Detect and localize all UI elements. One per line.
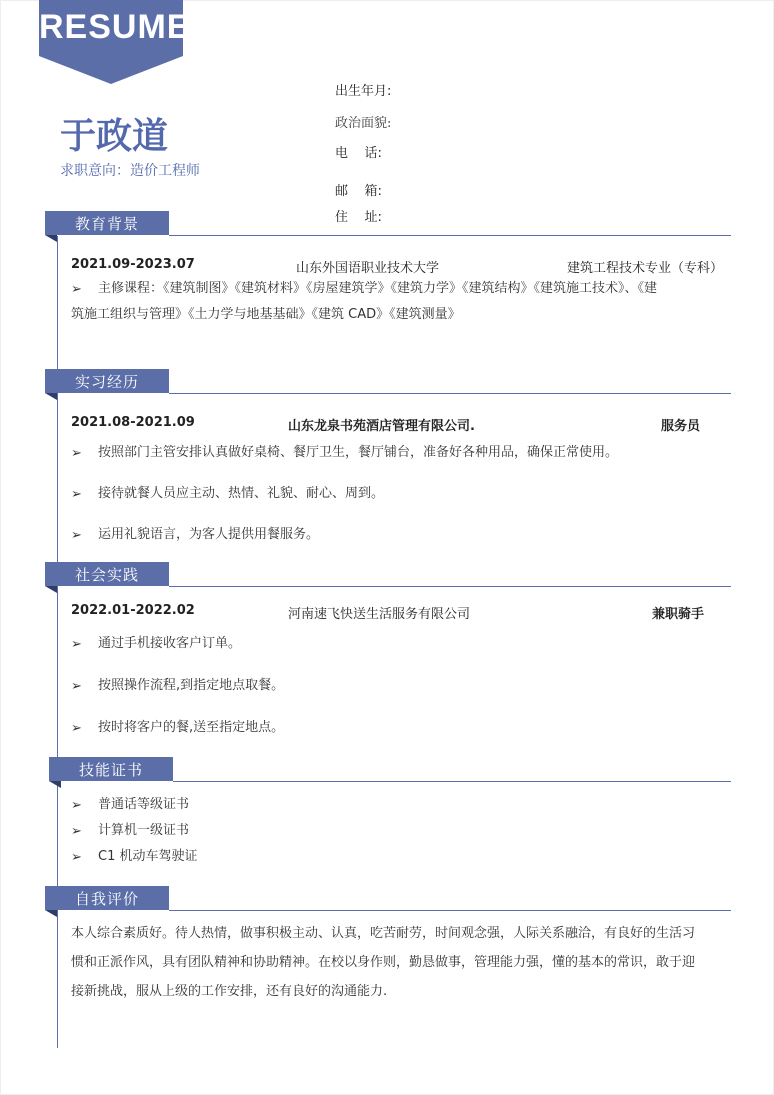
info-phone: 电 话: (335, 146, 382, 161)
resume-badge-text: RESUME (39, 8, 191, 46)
practice-item-3: 按时将客户的餐,送至指定地点。 (98, 720, 285, 735)
section-practice-header (45, 562, 169, 586)
info-politics: 政治面貌: (335, 116, 392, 131)
internship-date: 2021.08-2021.09 (71, 415, 195, 430)
bullet-icon: ➢ (71, 528, 82, 543)
bullet-icon: ➢ (71, 446, 82, 461)
timeline-line (57, 236, 58, 1048)
education-date: 2021.09-2023.07 (71, 257, 195, 272)
education-major: 建筑工程技术专业（专科） (567, 261, 724, 276)
candidate-name: 于政道 (60, 116, 169, 157)
practice-item-1: 通过手机接收客户订单。 (98, 636, 242, 651)
section-education-rule (169, 235, 731, 236)
section-selfeval-header (45, 886, 169, 910)
bullet-icon: ➢ (71, 679, 82, 694)
internship-item-1: 按照部门主管安排认真做好桌椅、餐厅卫生，餐厅铺台，准备好各种用品，确保正常使用。 (98, 445, 619, 460)
bullet-icon: ➢ (71, 798, 82, 813)
education-courses-line1: 主修课程：《建筑制图》《建筑材料》《房屋建筑学》《建筑力学》《建筑结构》《建筑施工技术》、《建 (98, 281, 658, 296)
bullet-icon: ➢ (71, 487, 82, 502)
section-skills-title: 技能证书 (78, 761, 143, 779)
section-internship-rule (169, 393, 731, 394)
bullet-icon: ➢ (71, 637, 82, 652)
section-internship-title: 实习经历 (74, 373, 139, 391)
section-education-header (45, 211, 169, 235)
practice-date: 2022.01-2022.02 (71, 603, 195, 618)
section-skills-header (49, 757, 173, 781)
internship-role: 服务员 (661, 419, 701, 434)
selfeval-line1: 本人综合素质好。待人热情，做事积极主动、认真，吃苦耐劳，时间观念强，人际关系融洽，有良好的生活习 (71, 926, 696, 941)
selfeval-line3: 接新挑战，服从上级的工作安排，还有良好的沟通能力. (71, 984, 388, 999)
skill-item-2: 计算机一级证书 (98, 823, 190, 838)
section-practice-rule (169, 586, 731, 587)
education-courses-line2: 筑施工组织与管理》《土力学与地基基础》《建筑 CAD》《建筑测量》 (71, 307, 461, 322)
practice-item-2: 按照操作流程,到指定地点取餐。 (98, 678, 285, 693)
internship-item-2: 接待就餐人员应主动、热情、礼貌、耐心、周到。 (98, 486, 385, 501)
internship-company: 山东龙泉书苑酒店管理有限公司. (288, 419, 475, 434)
info-email: 邮 箱: (335, 184, 382, 199)
section-selfeval-rule (169, 910, 731, 911)
skill-item-3: C1 机动车驾驶证 (98, 849, 198, 864)
bullet-icon: ➢ (71, 850, 82, 865)
practice-role: 兼职骑手 (652, 607, 705, 622)
section-education-title: 教育背景 (74, 215, 139, 233)
section-practice-title: 社会实践 (74, 566, 139, 584)
skill-item-1: 普通话等级证书 (98, 797, 190, 812)
practice-company: 河南速飞快送生活服务有限公司 (288, 607, 471, 622)
job-intent: 求职意向：造价工程师 (60, 163, 200, 179)
bullet-icon: ➢ (71, 824, 82, 839)
bullet-icon: ➢ (71, 721, 82, 736)
section-internship-header (45, 369, 169, 393)
bullet-icon: ➢ (71, 282, 82, 297)
education-school: 山东外国语职业技术大学 (296, 261, 440, 276)
internship-item-3: 运用礼貌语言，为客人提供用餐服务。 (98, 527, 320, 542)
section-selfeval-title: 自我评价 (74, 890, 139, 908)
selfeval-line2: 惯和正派作风，具有团队精神和协助精神。在校以身作则，勤恳做事，管理能力强，懂的基本的常识，敢于迎 (71, 955, 696, 970)
info-address: 住 址: (335, 210, 382, 225)
info-birth: 出生年月: (335, 84, 392, 99)
section-skills-rule (173, 781, 731, 782)
